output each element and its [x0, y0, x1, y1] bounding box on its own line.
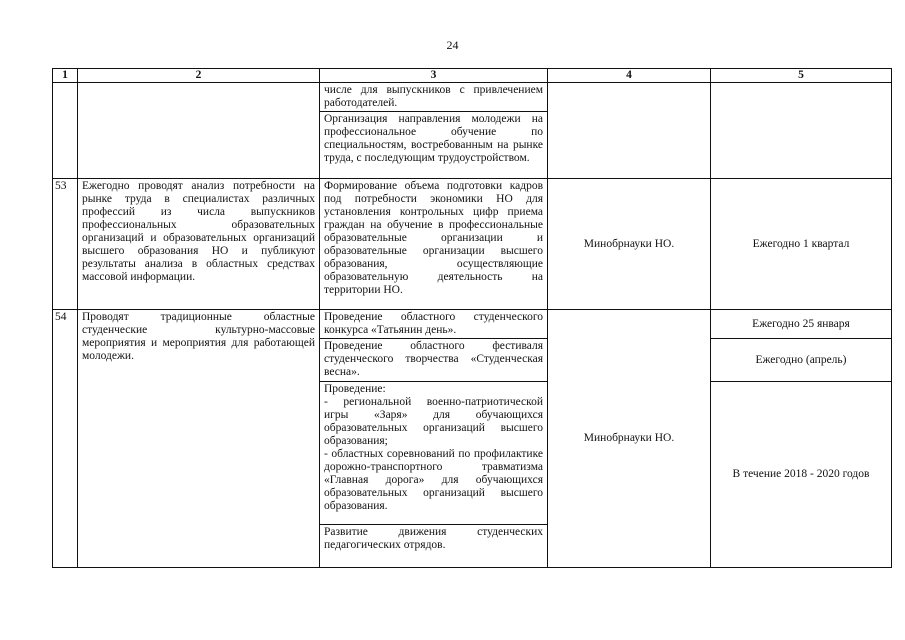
col-header-1: 1 — [53, 69, 78, 83]
row54-activity-2: Проведение областного фестиваля студенческого творчества «Студенческая весна». — [320, 339, 548, 382]
col-header-5: 5 — [711, 69, 892, 83]
row54-deadline-3: В течение 2018 - 2020 годов — [711, 382, 892, 568]
row54-number: 54 — [53, 310, 78, 568]
row53-deadline: Ежегодно 1 квартал — [711, 179, 892, 310]
row53-responsible: Минобрнауки НО. — [548, 179, 711, 310]
row53-number: 53 — [53, 179, 78, 310]
page-number: 24 — [446, 38, 459, 52]
row54-responsible: Минобрнауки НО. — [548, 310, 711, 568]
col-header-4: 4 — [548, 69, 711, 83]
header-row — [53, 69, 892, 83]
row53-activity: Формирование объема подготовки кадров под потребности экономики НО для установления контрольных цифр приема граждан на обучение в профессиональные образовательные организации и образовательные организации высшего образования, осуществляющие образовательную деятельность на территории НО. — [320, 179, 548, 310]
row54-measure: Проводят традиционные областные студенческие культурно-массовые мероприятия и мероприятия для работающей молодежи. — [78, 310, 320, 568]
col-header-3: 3 — [320, 69, 548, 83]
cont-deadline-cell — [711, 83, 892, 179]
row54-activity-3-line-1: Проведение: — [324, 383, 386, 395]
table-row — [53, 83, 892, 112]
table-row-53 — [53, 179, 892, 310]
row53-measure: Ежегодно проводят анализ потребности на рынке труда в специалистах различных профессий из числа выпускников профессиональных образовательных организаций и образовательных организаций высшего образования НО и публикуют результаты анализа в областных средствах массовой информации. — [78, 179, 320, 310]
cont-responsible-cell — [548, 83, 711, 179]
row54-activity-4: Развитие движения студенческих педагогических отрядов. — [320, 525, 548, 568]
cont-measure-cell — [78, 83, 320, 179]
measures-table — [52, 68, 892, 568]
cont-activity-b: Организация направления молодежи на профессиональное обучение по специальностям, востребованным на рынке труда, с последующим трудоустройством. — [320, 112, 548, 179]
row54-activity-1: Проведение областного студенческого конкурса «Татьянин день». — [320, 310, 548, 339]
row54-activity-3-line-2: - региональной военно-патриотической игры «Заря» для обучающихся образовательных организаций высшего образования; — [324, 396, 543, 447]
cont-number-cell — [53, 83, 78, 179]
row54-activity-3-line-3: - областных соревнований по профилактике дорожно-транспортного травматизма «Главная дорога» для обучающихся образовательных организаций высшего образования. — [324, 448, 543, 512]
table-row-54 — [53, 310, 892, 339]
cont-activity-a: числе для выпускников с привлечением работодателей. — [320, 83, 548, 112]
row54-deadline-2: Ежегодно (апрель) — [711, 339, 892, 382]
row54-deadline-1: Ежегодно 25 января — [711, 310, 892, 339]
col-header-2: 2 — [78, 69, 320, 83]
row54-activity-3 — [320, 382, 548, 525]
